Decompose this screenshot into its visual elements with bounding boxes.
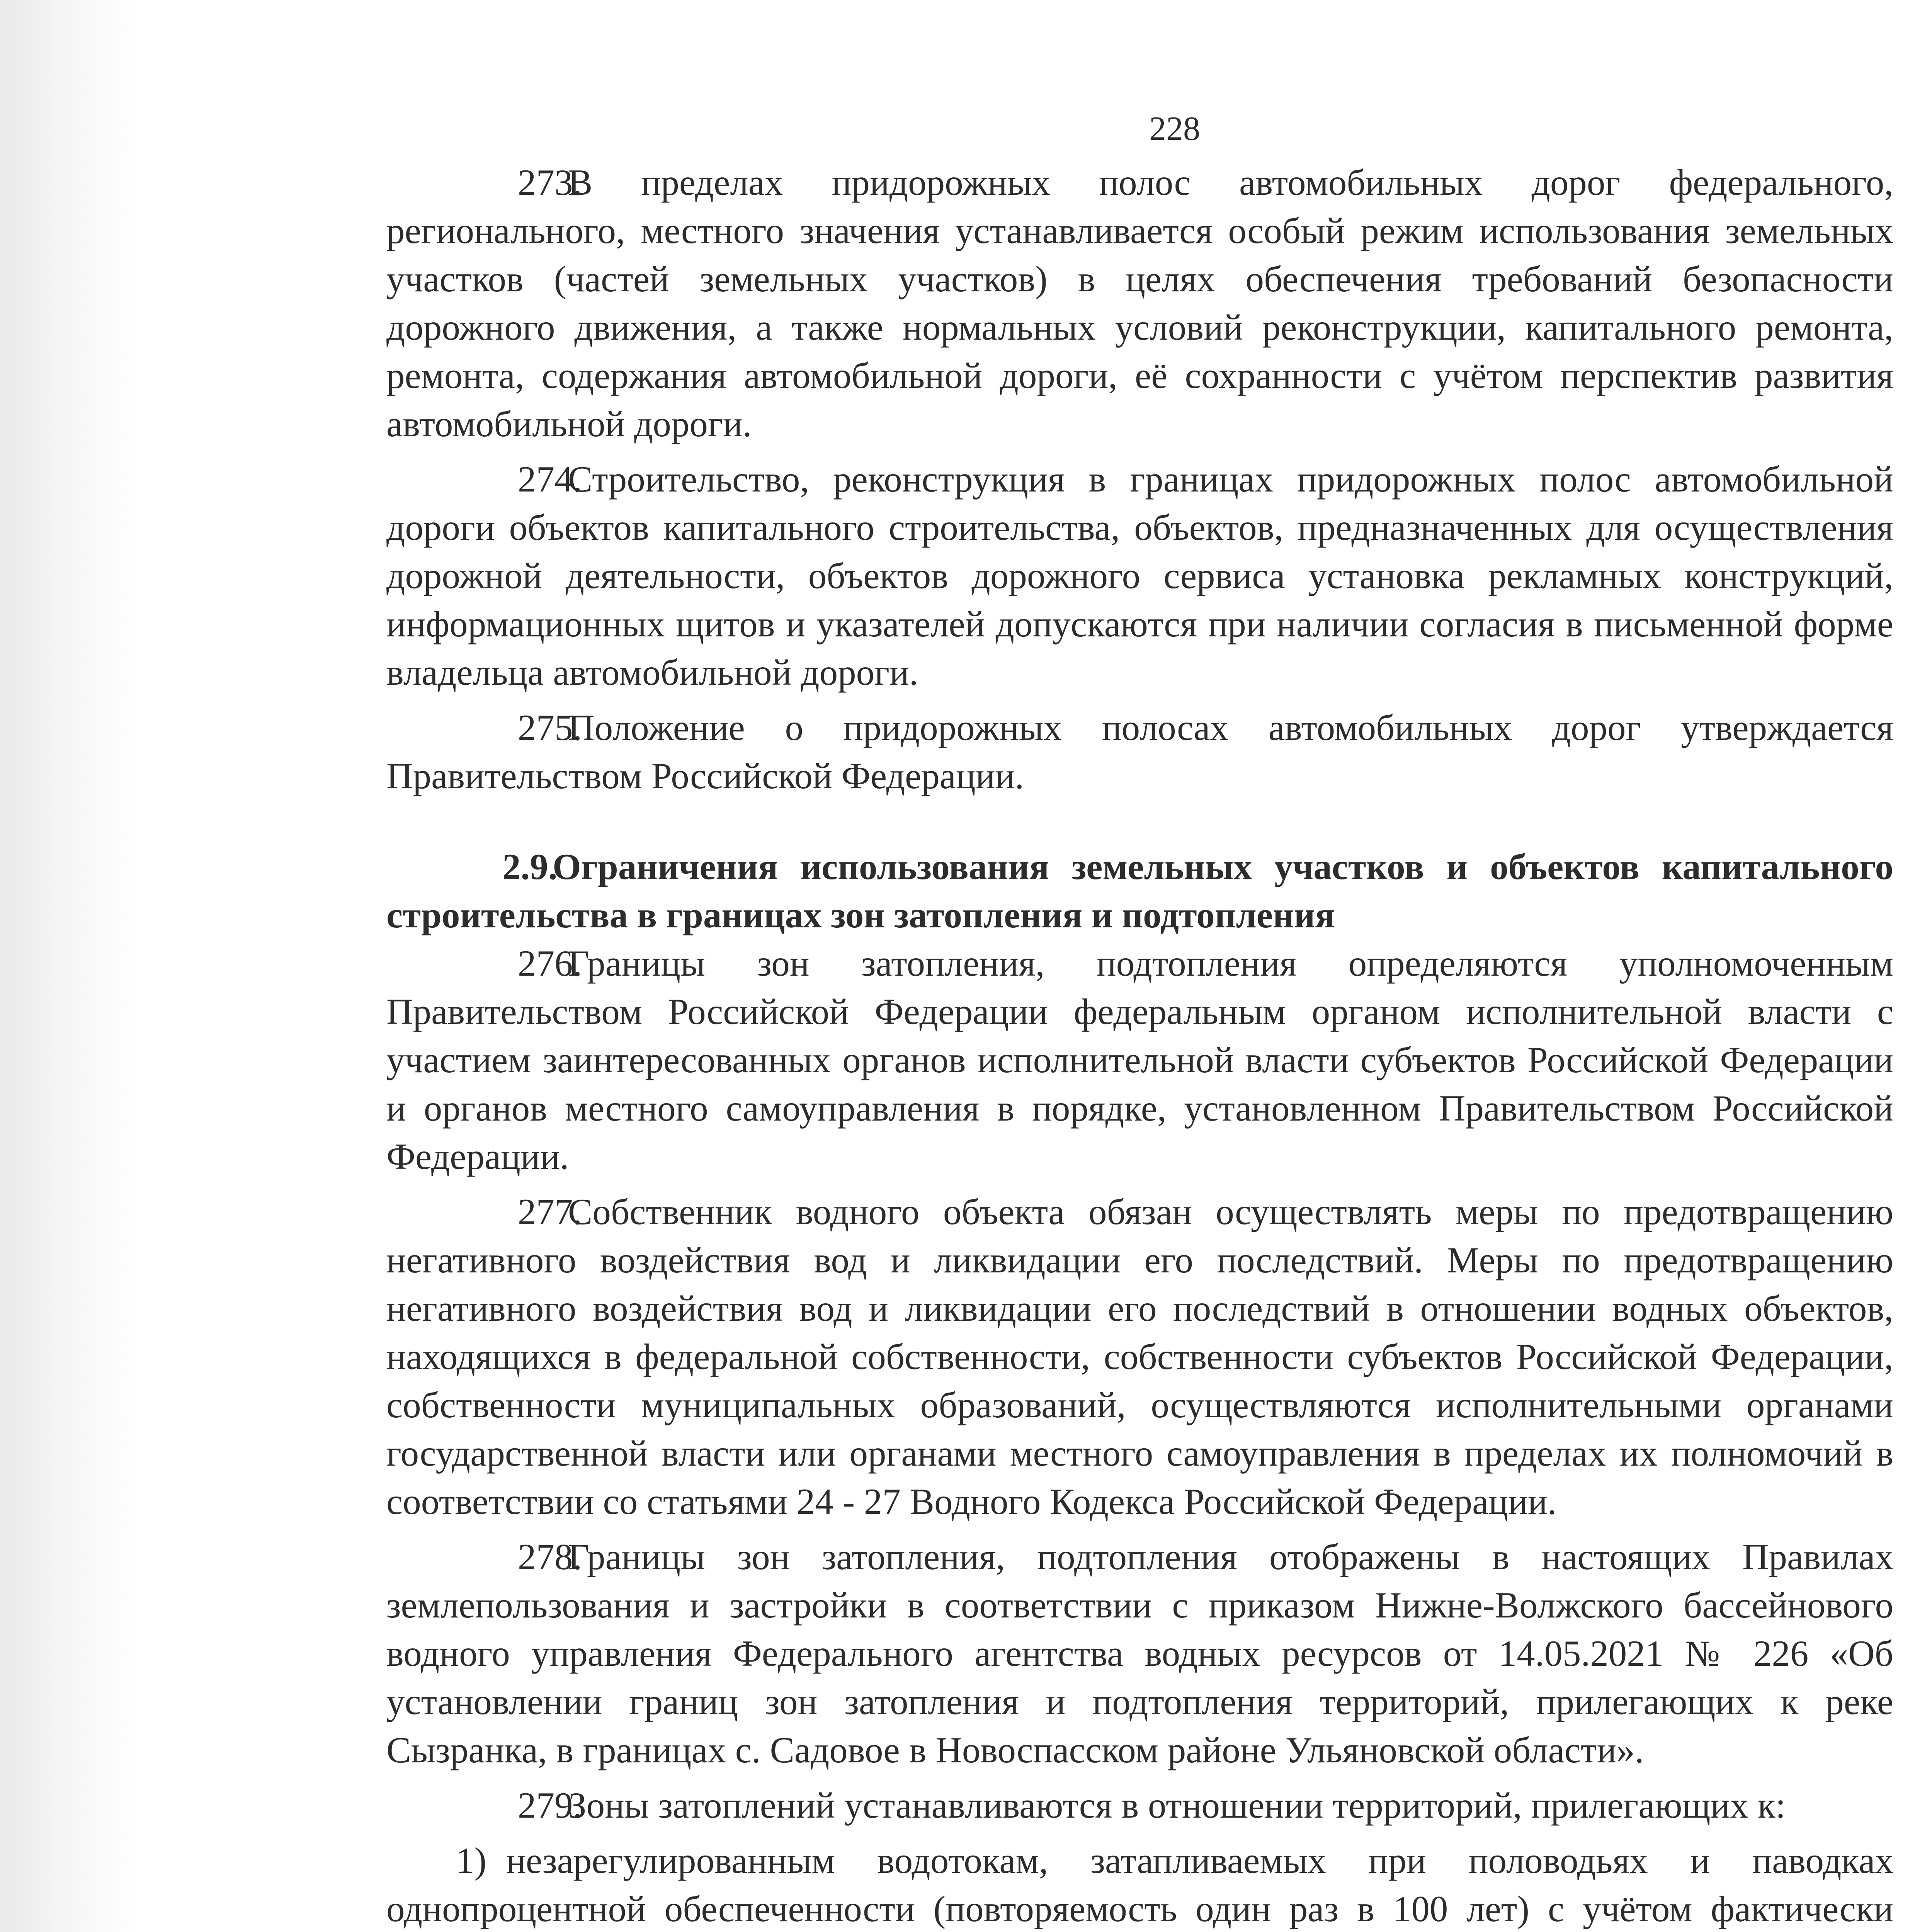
list-item-number: 1) xyxy=(456,1840,487,1881)
paragraph-number: 275. xyxy=(518,707,582,748)
section-heading xyxy=(386,843,1893,939)
paragraph-274 xyxy=(386,455,1893,697)
paragraph-text: В пределах придорожных полос автомобильных дорог федерального, регионального, местного значения устанавливается особый режим использования земельных участков (частей земельных участков) в целях обеспечения требований безопасности дорожного движения, а также нормальных условий реконструкции, капитального ремонта, ремонта, содержания автомобильной дороги, её сохранности с учётом перспектив развития автомобильной дороги. xyxy=(386,162,1893,444)
paragraph-number: 279. xyxy=(518,1785,582,1826)
paragraph-277 xyxy=(386,1188,1893,1526)
paragraph-number: 276. xyxy=(518,943,582,984)
paragraph-275 xyxy=(386,704,1893,800)
paragraph-text: Строительство, реконструкция в границах придорожных полос автомобильной дороги объектов капитального строительства, объектов, предназначенных для осуществления дорожной деятельности, объектов дорожного сервиса установка рекламных конструкций, информационных щитов и указателей допускаются при наличии согласия в письменной форме владельца автомобильной дороги. xyxy=(386,459,1893,693)
paragraph-number: 277. xyxy=(518,1191,582,1232)
page-number: 228 xyxy=(1149,110,1200,148)
section-title: Ограничения использования земельных участков и объектов капитального строительства в границах зон затопления и подтопления xyxy=(386,846,1893,935)
list-item-text: незарегулированным водотокам, затапливаемых при половодьях и паводках однопроцентной обеспеченности (повторяемость один раз в 100 лет) с учётом фактически xyxy=(386,1840,1893,1929)
paragraph-text: Границы зон затопления, подтопления отображены в настоящих Правилах землепользования и застройки в соответствии с приказом Нижне-Волжского бассейнового водного управления Федерального агентства водных ресурсов от 14.05.2021 № 226 «Об установлении границ зон затопления и подтопления территорий, прилегающих к реке Сызранка, в границах с. Садовое в Новоспасском районе Ульяновской области». xyxy=(386,1536,1893,1770)
paragraph-279 xyxy=(386,1781,1893,1830)
paragraph-276 xyxy=(386,939,1893,1181)
paragraph-number: 278. xyxy=(518,1536,582,1577)
paragraph-273 xyxy=(386,158,1893,448)
scan-shadow xyxy=(0,0,139,1932)
paragraph-number: 274. xyxy=(518,459,582,500)
paragraph-text: Границы зон затопления, подтопления определяются уполномоченным Правительством Российской Федерации федеральным органом исполнительной власти с участием заинтересованных органов исполнительной власти субъектов Российской Федерации и органов местного самоуправления в порядке, установленном Правительством Российской Федерации. xyxy=(386,943,1893,1177)
section-number: 2.9. xyxy=(502,846,558,887)
paragraph-text: Собственник водного объекта обязан осуществлять меры по предотвращению негативного воздействия вод и ликвидации его последствий. Меры по предотвращению негативного воздействия вод и ликвидации его последствий в отношении водных объектов, находящихся в федеральной собственности, собственности субъектов Российской Федерации, собственности муниципальных образований, осуществляются исполнительными органами государственной власти или органами местного самоуправления в пределах их полномочий в соответствии со статьями 24 - 27 Водного Кодекса Российской Федерации. xyxy=(386,1191,1893,1522)
document-body xyxy=(386,158,1893,1932)
paragraph-text: Зоны затоплений устанавливаются в отношении территорий, прилегающих к: xyxy=(568,1785,1786,1826)
list-item-1 xyxy=(386,1837,1893,1932)
paragraph-number: 273. xyxy=(518,162,582,203)
paragraph-278 xyxy=(386,1533,1893,1774)
paragraph-text: Положение о придорожных полосах автомобильных дорог утверждается Правительством Российской Федерации. xyxy=(386,707,1893,796)
